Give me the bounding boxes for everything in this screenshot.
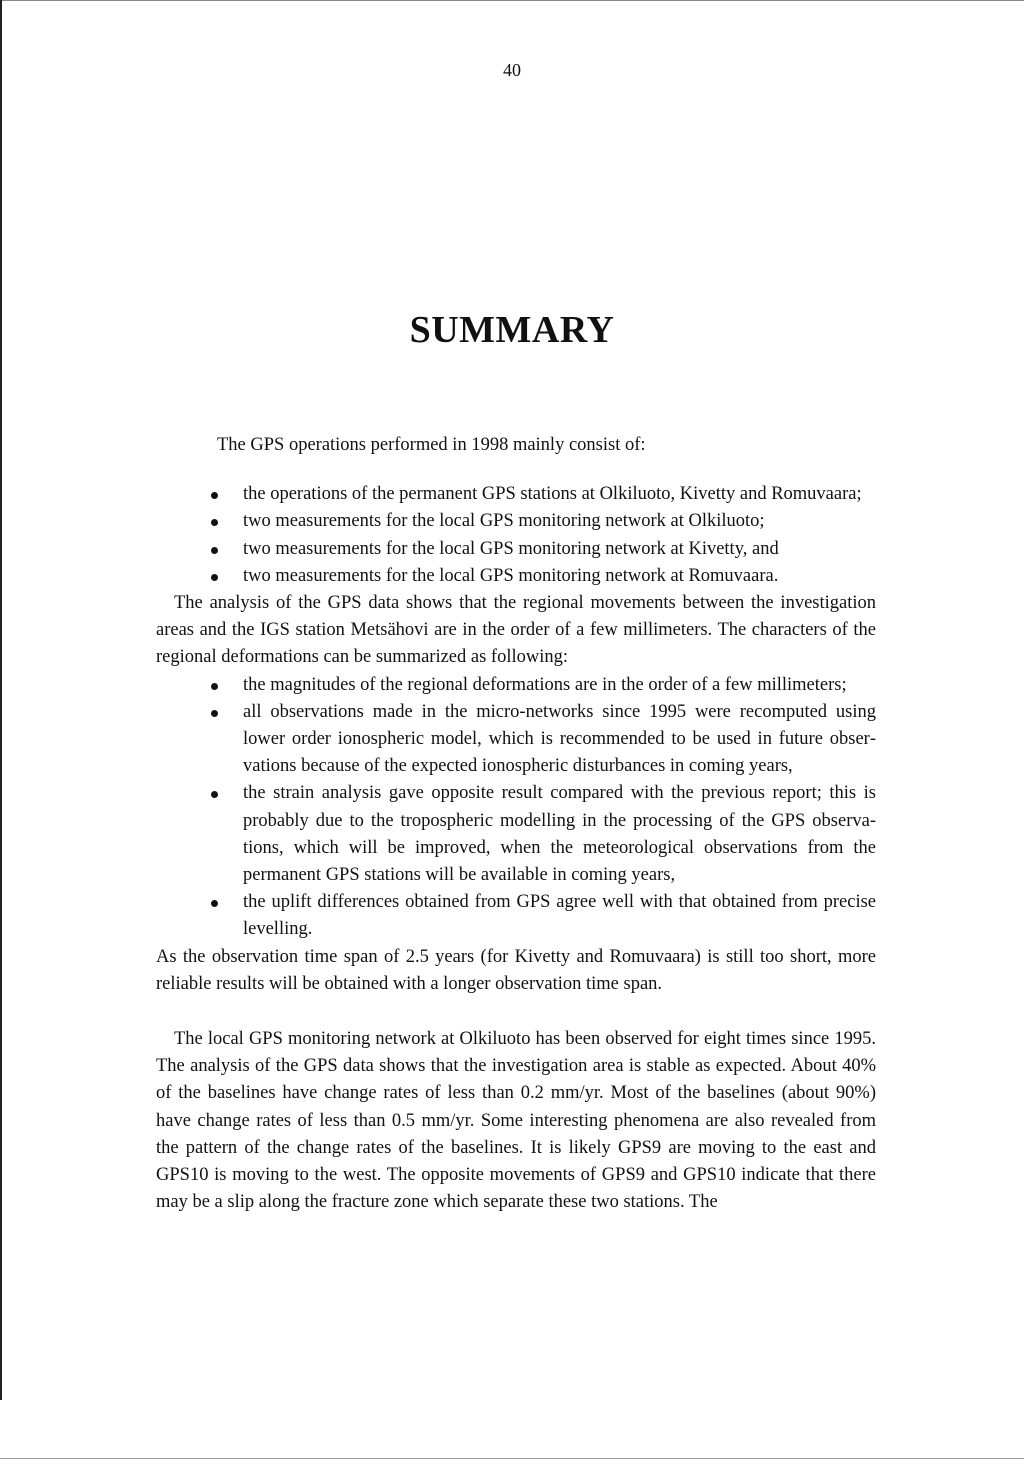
timespan-paragraph: As the observation time span of 2.5 years (for Kivetty and Romuvaara) is still too short, more reliable results will be obtained with a longer observation time span. [156, 946, 876, 994]
list-item: the strain analysis gave opposite result compared with the previous report; this is probably due to the tropospheric modelling in the processing of the GPS observations, which will be improved, when the meteorological observations from the permanent GPS stations will be available in coming years, [156, 780, 876, 889]
intro-paragraph: The GPS operations performed in 1998 mainly consist of: [217, 435, 646, 455]
bullet-icon [211, 900, 218, 907]
page-number: 40 [503, 60, 521, 80]
document-body [156, 432, 876, 1216]
bullet-icon [211, 574, 218, 581]
list-item: the operations of the permanent GPS stations at Olkiluoto, Kivetty and Romuvaara; [156, 481, 876, 508]
bullet-icon [211, 683, 218, 690]
page-title: SUMMARY [409, 309, 615, 351]
deformation-list [156, 672, 876, 944]
list-item: two measurements for the local GPS monitoring network at Romuvaara. [156, 563, 876, 590]
list-item: the magnitudes of the regional deformations are in the order of a few millimeters; [156, 672, 876, 699]
bullet-icon [211, 710, 218, 717]
list-item: the uplift differences obtained from GPS agree well with that obtained from precise levelling. [156, 889, 876, 943]
bullet-icon [211, 791, 218, 798]
page-top-edge [0, 0, 1024, 1]
paragraph-spacer [156, 998, 876, 1026]
page-bottom-edge [0, 1458, 1024, 1459]
page-left-edge [0, 0, 2, 1400]
analysis-paragraph: The analysis of the GPS data shows that the regional movements between the investigation areas and the IGS station Metsähovi are in the order of a few millimeters. The characters of the regional deformations can be summarized as following: [156, 593, 876, 668]
list-item: all observations made in the micro-networks since 1995 were recomputed using lower order ionospheric model, which is recommended to be used in future observations because of the expected ionospheric disturbances in coming years, [156, 699, 876, 781]
bullet-icon [211, 492, 218, 499]
list-item: two measurements for the local GPS monitoring network at Olkiluoto; [156, 508, 876, 535]
list-item: two measurements for the local GPS monitoring network at Kivetty, and [156, 536, 876, 563]
operations-list [156, 481, 876, 590]
bullet-icon [211, 547, 218, 554]
olkiluoto-paragraph: The local GPS monitoring network at Olkiluoto has been observed for eight times since 1995. The analysis of the GPS data shows that the investigation area is stable as expected. About 40% of the baselines have change rates of less than 0.2 mm/yr. Most of the baselines (about 90%) have change rates of less than 0.5 mm/yr. Some interesting phenomena are also revealed from the pattern of the change rates of the baselines. It is likely GPS9 are moving to the east and GPS10 is moving to the west. The opposite movements of GPS9 and GPS10 indicate that there may be a slip along the fracture zone which separate these two stations. The [156, 1029, 876, 1213]
bullet-icon [211, 519, 218, 526]
